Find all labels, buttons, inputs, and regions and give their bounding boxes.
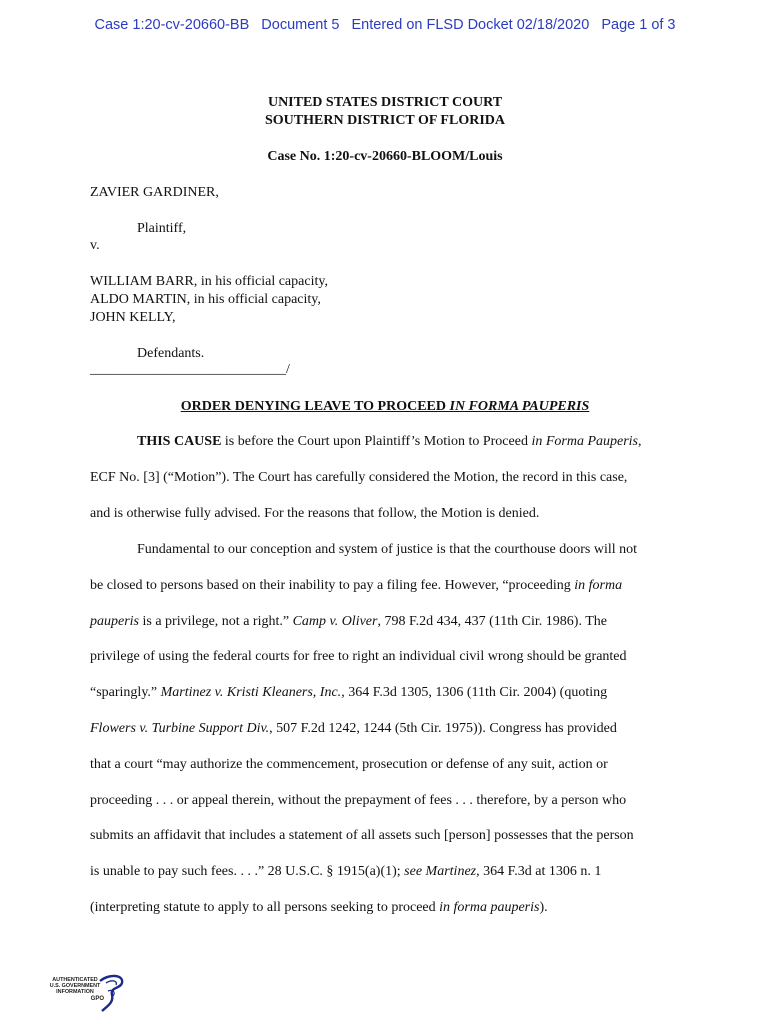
p1-text-end: , xyxy=(638,434,642,449)
plaintiff-role: Plaintiff, xyxy=(137,221,187,236)
p2-l3-text: is a privilege, not a right.” xyxy=(139,613,293,629)
court-name: UNITED STATES DISTRICT COURT xyxy=(267,95,503,110)
p2-l5-text-2: , 364 F.3d 1305, 1306 (11th Cir. 2004) (quoting xyxy=(341,685,608,701)
paragraph-2-line-1: Fundamental to our conception and system of justice is that the courthouse doors will not xyxy=(137,542,638,557)
this-cause-lead: THIS CAUSE xyxy=(137,434,222,449)
p2-l5-text: “sparingly.” xyxy=(90,685,161,701)
paragraph-2-line-5 xyxy=(90,684,680,720)
order-title xyxy=(0,398,770,416)
p2-l10-text: is unable to pay such fees. . . .” 28 U.S.C. § 1915(a)(1); xyxy=(90,864,405,880)
paragraph-2-line-8: proceeding . . . or appeal therein, without the prepayment of fees . . . therefore, by a person who xyxy=(90,792,627,808)
case-number: Case No. 1:20-cv-20660-BLOOM/Louis xyxy=(267,149,503,164)
defendant-3: JOHN KELLY, xyxy=(90,310,176,325)
paragraph-2-line-6 xyxy=(90,720,680,756)
p1-text: is before the Court upon Plaintiff’s Motion to Proceed xyxy=(221,434,532,449)
plaintiff-name: ZAVIER GARDINER, xyxy=(90,185,219,200)
header-docket-entry: Entered on FLSD Docket 02/18/2020 xyxy=(351,17,590,33)
header-page-number: Page 1 of 3 xyxy=(601,17,676,33)
citation-camp-v-oliver: Camp v. Oliver xyxy=(292,613,378,629)
paragraph-2-line-2 xyxy=(90,577,680,613)
seal-line-2: U.S. GOVERNMENT xyxy=(49,983,101,990)
paragraph-2-line-11 xyxy=(90,899,680,935)
paragraph-2 xyxy=(90,541,680,935)
p2-l11-text: (interpreting statute to apply to all persons seeking to proceed xyxy=(90,899,440,915)
gpo-authentication-seal xyxy=(44,973,130,1015)
court-district: SOUTHERN DISTRICT OF FLORIDA xyxy=(265,113,505,128)
docket-header xyxy=(0,17,770,33)
seal-line-1: AUTHENTICATED xyxy=(52,977,98,983)
paragraph-2-line-10 xyxy=(90,863,680,899)
p2-l2-italic: in forma xyxy=(574,577,623,593)
p2-l10-text-2: , 364 F.3d at 1306 n. 1 xyxy=(476,864,602,880)
p2-l6-text: , 507 F.2d 1242, 1244 (5th Cir. 1975)). Congress has provided xyxy=(269,720,617,736)
seal-line-4: GPO xyxy=(90,995,104,1002)
citation-martinez: Martinez v. Kristi Kleaners, Inc. xyxy=(160,685,342,701)
order-title-plain: ORDER DENYING LEAVE TO PROCEED xyxy=(180,399,450,414)
defendants-role: Defendants. xyxy=(137,346,205,361)
p2-l3-italic: pauperis xyxy=(90,613,139,629)
paragraph-1-line-1 xyxy=(90,433,680,469)
header-case-number: Case 1:20-cv-20660-BB xyxy=(94,17,250,33)
p2-l11-text-end: ). xyxy=(539,899,548,915)
p2-l11-italic: in forma pauperis xyxy=(439,899,540,915)
paragraph-2-line-9: submits an affidavit that includes a statement of all assets such [person] possesses that the person xyxy=(90,828,634,844)
citation-see-martinez: see Martinez xyxy=(404,864,477,880)
p2-l3-text-2: , 798 F.2d 434, 437 (11th Cir. 1986). The xyxy=(377,613,607,629)
paragraph-2-line-7: that a court “may authorize the commencement, prosecution or defense of any suit, action or xyxy=(90,756,608,772)
eagle-icon xyxy=(96,973,128,1013)
order-title-italic: IN FORMA PAUPERIS xyxy=(449,399,590,414)
seal-line-3: INFORMATION xyxy=(56,989,94,996)
paragraph-1-line-3: and is otherwise fully advised. For the reasons that follow, the Motion is denied. xyxy=(90,505,540,521)
p1-italic: in Forma Pauperis xyxy=(531,434,639,449)
paragraph-2-line-4: privilege of using the federal courts for free to right an individual civil wrong should be granted xyxy=(90,649,627,665)
defendant-2: ALDO MARTIN, in his official capacity, xyxy=(90,292,321,307)
defendant-1: WILLIAM BARR, in his official capacity, xyxy=(90,274,328,289)
header-document-number: Document 5 xyxy=(261,17,340,33)
versus: v. xyxy=(90,238,100,253)
paragraph-1-line-2: ECF No. [3] (“Motion”). The Court has carefully considered the Motion, the record in this case, xyxy=(90,469,628,485)
paragraph-1 xyxy=(90,433,680,540)
citation-flowers: Flowers v. Turbine Support Div. xyxy=(90,720,270,736)
caption-separator: ____________________________/ xyxy=(90,362,290,377)
p2-l2-text: be closed to persons based on their inability to pay a filing fee. However, “proceeding xyxy=(90,577,575,593)
paragraph-2-line-3 xyxy=(90,613,680,649)
